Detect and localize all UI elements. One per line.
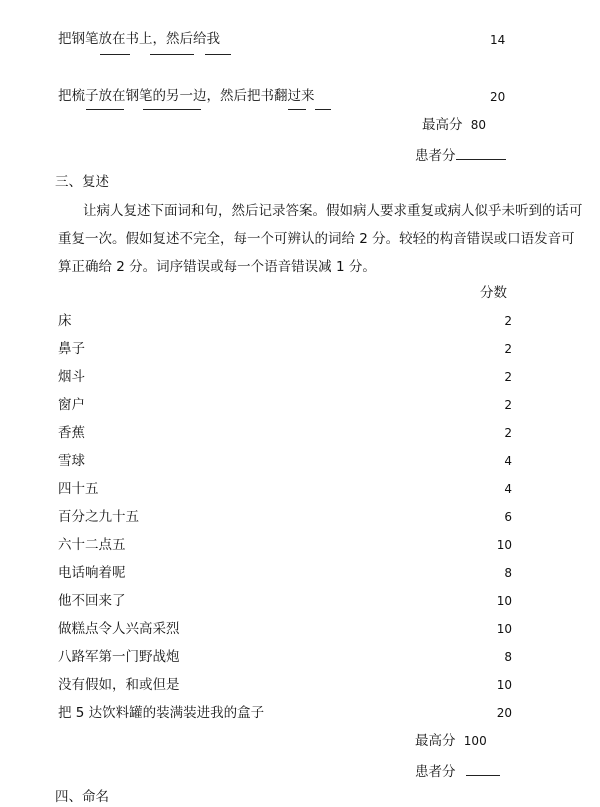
section-heading: 四、命名 xyxy=(55,789,109,805)
item-text: 把 5 达饮料罐的装满装进我的盒子 xyxy=(58,705,265,721)
item-text: 电话响着呢 xyxy=(58,565,126,581)
list-item xyxy=(58,592,512,610)
item-text: 烟斗 xyxy=(58,369,85,385)
patient-score-line xyxy=(415,145,506,165)
word-underline xyxy=(143,109,201,110)
list-item xyxy=(58,424,512,442)
list-item xyxy=(58,704,512,722)
item-text: 做糕点令人兴高采烈 xyxy=(58,621,180,637)
command-item-text: 把钢笔放在书上，然后给我 xyxy=(58,31,220,47)
max-score-label: 最高分 xyxy=(422,117,463,133)
item-score: 10 xyxy=(496,678,512,692)
item-text: 窗户 xyxy=(58,397,85,413)
item-text: 他不回来了 xyxy=(58,593,126,609)
list-item xyxy=(58,676,512,694)
item-score: 2 xyxy=(504,342,512,356)
list-item xyxy=(58,564,512,582)
max-score-line xyxy=(422,116,486,134)
item-text: 没有假如，和或但是 xyxy=(58,677,180,693)
command-item-text: 把梳子放在钢笔的另一边，然后把书翻过来 xyxy=(58,88,315,104)
item-score: 10 xyxy=(496,622,512,636)
item-score: 2 xyxy=(504,314,512,328)
item-score: 6 xyxy=(504,510,512,524)
list-item xyxy=(58,508,512,526)
list-item xyxy=(58,648,512,666)
item-text: 雪球 xyxy=(58,453,85,469)
max-score-line xyxy=(415,732,487,750)
item-text: 床 xyxy=(58,313,72,329)
item-score: 8 xyxy=(504,650,512,664)
patient-score-line xyxy=(415,761,500,781)
command-item-score: 14 xyxy=(490,33,506,47)
item-score: 20 xyxy=(496,706,512,720)
command-item-score: 20 xyxy=(490,90,506,104)
item-score: 4 xyxy=(504,482,512,496)
item-score: 10 xyxy=(496,538,512,552)
list-item xyxy=(58,396,512,414)
list-item xyxy=(58,480,512,498)
list-item xyxy=(58,312,512,330)
max-score-label: 最高分 xyxy=(415,733,456,749)
word-underline xyxy=(150,54,194,55)
item-score: 8 xyxy=(504,566,512,580)
score-column-header: 分数 xyxy=(480,285,507,301)
word-underline xyxy=(100,54,130,55)
word-underline xyxy=(205,54,231,55)
patient-score-blank xyxy=(456,145,506,160)
item-score: 10 xyxy=(496,594,512,608)
section-heading: 三、复述 xyxy=(55,174,109,190)
patient-score-blank xyxy=(466,761,500,776)
word-underline xyxy=(86,109,124,110)
item-text: 六十二点五 xyxy=(58,537,126,553)
list-item xyxy=(58,368,512,386)
instructions-paragraph: 让病人复述下面词和句，然后记录答案。假如病人要求重复或病人似乎未听到的话可重复一次。假如复述不完全，每一个可辨认的词给 2 分。较轻的构音错误或口语发音可算正确给 2 分。词序错误或每一个语音错误减 1 分。 xyxy=(58,203,583,275)
item-text: 百分之九十五 xyxy=(58,509,139,525)
word-underline xyxy=(288,109,306,110)
list-item xyxy=(58,452,512,470)
list-item xyxy=(58,340,512,358)
patient-score-label: 患者分 xyxy=(415,148,456,164)
item-score: 4 xyxy=(504,454,512,468)
list-item xyxy=(58,536,512,554)
item-text: 四十五 xyxy=(58,481,99,497)
item-text: 香蕉 xyxy=(58,425,85,441)
item-score: 2 xyxy=(504,426,512,440)
max-score-value: 80 xyxy=(470,118,487,132)
item-text: 鼻子 xyxy=(58,341,85,357)
max-score-value: 100 xyxy=(463,734,487,748)
item-score: 2 xyxy=(504,398,512,412)
patient-score-label: 患者分 xyxy=(415,764,456,780)
word-underline xyxy=(315,109,331,110)
item-score: 2 xyxy=(504,370,512,384)
list-item xyxy=(58,620,512,638)
item-text: 八路军第一门野战炮 xyxy=(58,649,180,665)
